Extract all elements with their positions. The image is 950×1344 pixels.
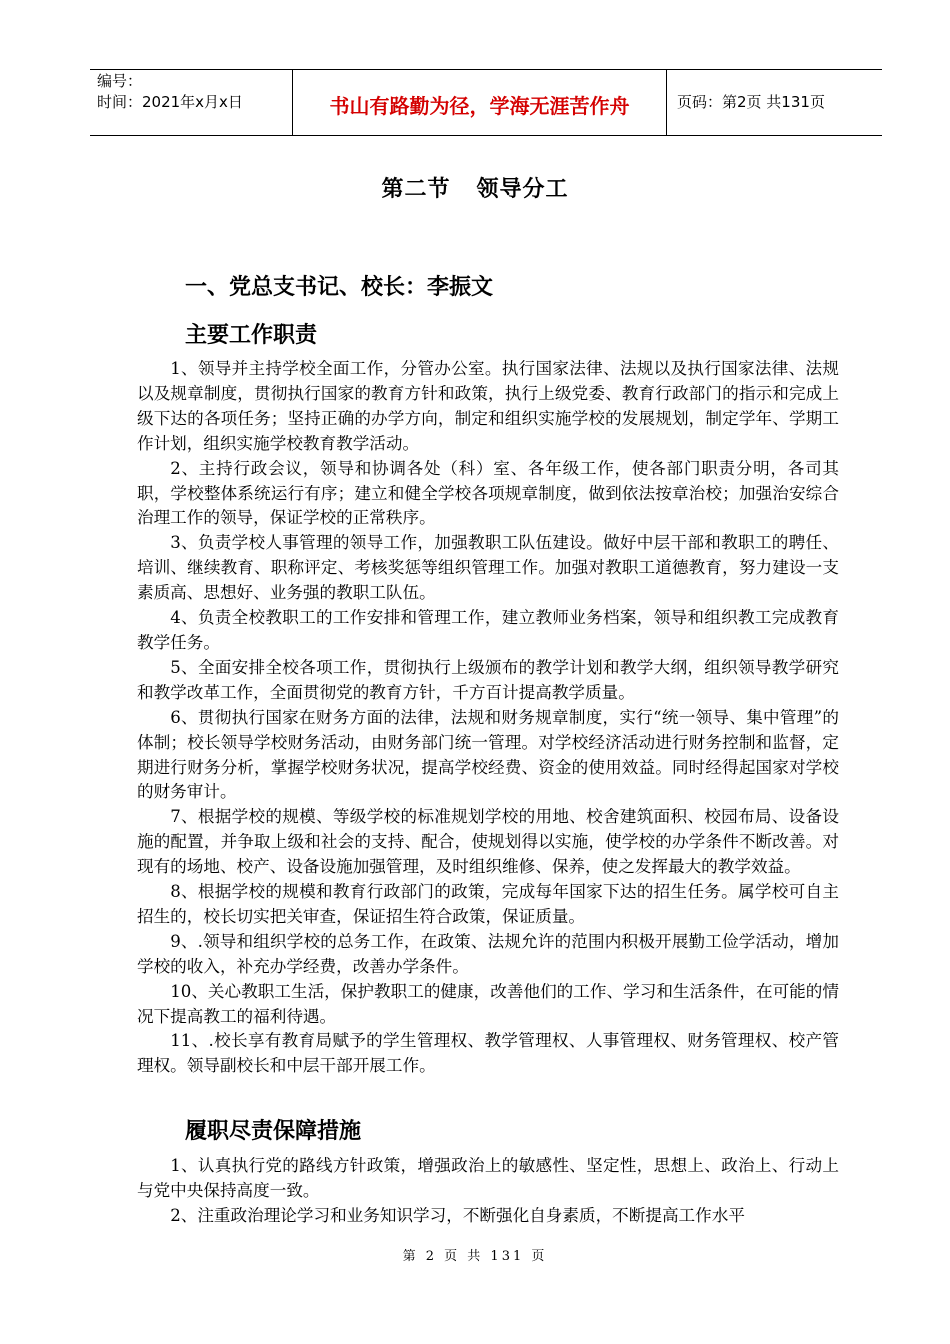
duty-item: 7、根据学校的规模、等级学校的标准规划学校的用地、校舍建筑面积、校园布局、设备设施的配置，并争取上级和社会的支持、配合，使规划得以实施，使学校的办学条件不断改善。对现有的场地、校产、设备设施加强管理，及时组织维修、保养，使之发挥最大的教学效益。 [137,807,839,877]
measure-item: 1、认真执行党的路线方针政策，增强政治上的敏感性、坚定性，思想上、政治上、行动上与党中央保持高度一致。 [137,1156,839,1200]
page-title [0,172,950,203]
duty-item: 9、.领导和组织学校的总务工作，在政策、法规允许的范围内积极开展勤工俭学活动，增加学校的收入，补充办学经费，改善办学条件。 [137,931,839,976]
section-heading: 一、党总支书记、校长：李振文 [185,275,494,300]
header-page-info: 页码：第2页 共131页 [677,93,825,111]
duty-item: 10、关心教职工生活，保护教职工的健康，改善他们的工作、学习和生活条件，在可能的情况下提高教工的福利待遇。 [137,981,839,1026]
header-motto: 书山有路勤为径，学海无涯苦作舟 [329,94,630,118]
duty-item: 8、根据学校的规模和教育行政部门的政策，完成每年国家下达的招生任务。属学校可自主招生的，校长切实把关审查，保证招生符合政策，保证质量。 [137,882,839,926]
duty-item: 1、领导并主持学校全面工作，分管办公室。执行国家法律、法规以及执行国家法律、法规以及规章制度，贯彻执行国家的教育方针和政策，执行上级党委、教育行政部门的指示和完成上级下达的各项任务；坚持正确的办学方向，制定和组织实施学校的发展规划，制定学年、学期工作计划，组织实施学校教育教学活动。 [137,359,839,453]
header-meta [97,71,243,113]
duty-item: 11、.校长享有教育局赋予的学生管理权、教学管理权、人事管理权、财务管理权、校产管理权。领导副校长和中层干部开展工作。 [137,1031,839,1076]
number-label: 编号： [97,72,143,90]
duties-heading: 主要工作职责 [185,323,318,348]
header-top-rule [90,69,882,70]
title-part1: 第二节 [381,177,451,202]
measures-heading: 履职尽责保障措施 [185,1119,362,1144]
page-footer: 第 2 页 共 131 页 [402,1249,548,1264]
duty-item: 4、负责全校教职工的工作安排和管理工作，建立教师业务档案，领导和组织教工完成教育教学任务。 [137,608,839,652]
duty-item: 3、负责学校人事管理的领导工作，加强教职工队伍建设。做好中层干部和教职工的聘任、培训、继续教育、职称评定、考核奖惩等组织管理工作。加强对教职工道德教育，努力建设一支素质高、思想好、业务强的教职工队伍。 [137,533,839,603]
duty-item: 5、全面安排全校各项工作，贯彻执行上级颁布的教学计划和教学大纲，组织领导教学研究和教学改革工作，全面贯彻党的教育方针，千方百计提高教学质量。 [137,657,839,702]
duty-item: 2、主持行政会议，领导和协调各处（科）室、各年级工作，使各部门职责分明，各司其职，学校整体系统运行有序；建立和健全学校各项规章制度，做到依法按章治校；加强治安综合治理工作的领导，保证学校的正常秩序。 [137,458,839,528]
header-divider [666,69,667,135]
measures-list [137,1154,839,1229]
duties-list [137,357,839,1079]
measure-item: 2、注重政治理论学习和业务知识学习，不断强化自身素质，不断提高工作水平 [170,1205,745,1225]
title-part2: 领导分工 [476,177,569,202]
time-label: 时间：2021年x月x日 [97,93,243,111]
duty-item: 6、贯彻执行国家在财务方面的法律，法规和财务规章制度，实行“统一领导、集中管理”的体制；校长领导学校财务活动，由财务部门统一管理。对学校经济活动进行财务控制和监督，定期进行财务分析，掌握学校财务状况，提高学校经费、资金的使用效益。同时经得起国家对学校的财务审计。 [137,707,839,802]
header-bottom-rule [90,135,882,136]
